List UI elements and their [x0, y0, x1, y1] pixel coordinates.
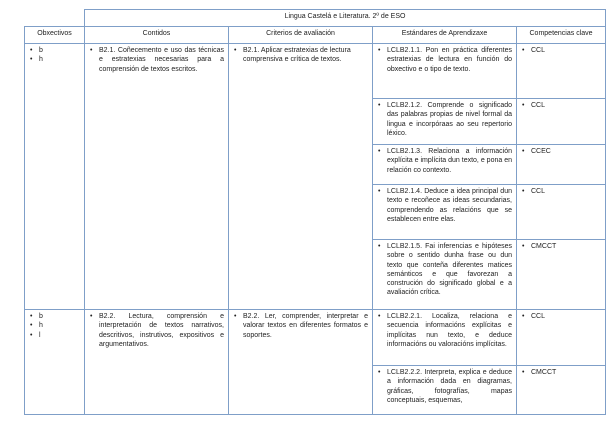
competency-cell [517, 185, 606, 240]
objective-item: • b [39, 312, 80, 321]
content-cell [85, 44, 229, 310]
curriculum-table [24, 9, 606, 415]
competency-cell [517, 366, 606, 415]
competency-cell [517, 145, 606, 185]
objective-item: • l [39, 331, 80, 340]
criterion-cell [229, 44, 373, 310]
objectives-cell [25, 310, 85, 415]
standard-cell [373, 310, 517, 366]
standard-cell [373, 44, 517, 99]
content-item: • B2.1. Coñecemento e uso das técnicas e estratexias necesarias para a comprensión de textos escritos. [99, 46, 224, 74]
header-competencies: Competencias clave [517, 27, 606, 44]
table-row [25, 44, 606, 99]
standard-cell [373, 145, 517, 185]
competency-text: • CMCCT [531, 242, 601, 251]
competency-cell [517, 44, 606, 99]
standard-text: • LCLB2.2.1. Localiza, relaciona e secuencia informacións explícitas e implícitas nun texto, e deduce informacións ou valoracións implícitas. [387, 312, 512, 349]
objectives-cell [25, 44, 85, 310]
table-title: Lingua Castelá e Literatura. 2º de ESO [85, 10, 606, 27]
competency-text: • CCL [531, 312, 601, 321]
standard-cell [373, 185, 517, 240]
corner-cell [25, 10, 85, 27]
standard-cell [373, 366, 517, 415]
standard-text: • LCLB2.1.2. Comprende o significado das palabras propias de nivel formal da lingua e incorpóraas ao seu repertorio léxico. [387, 101, 512, 138]
standard-text: • LCLB2.1.4. Deduce a idea principal dun texto e recoñece as ideas secundarias, comprendendo as relacións que se establecen entre elas. [387, 187, 512, 224]
competency-cell [517, 240, 606, 310]
content-item: • B2.2. Lectura, comprensión e interpretación de textos narrativos, descritivos, instrutivos, expositivos e argumentativos. [99, 312, 224, 349]
header-row [25, 27, 606, 44]
standard-text: • LCLB2.1.1. Pon en práctica diferentes estratexias de lectura en función do obxectivo e o tipo de texto. [387, 46, 512, 74]
competency-text: • CCEC [531, 147, 601, 156]
header-contents: Contidos [85, 27, 229, 44]
competency-text: • CCL [531, 46, 601, 55]
criterion-item: • B2.1. Aplicar estratexias de lectura comprensiva e crítica de textos. [243, 46, 368, 65]
objective-item: • b [39, 46, 80, 55]
standard-text: • LCLB2.1.3. Relaciona a información explícita e implícita dun texto, e pona en relación co contexto. [387, 147, 512, 175]
objective-item: • h [39, 55, 80, 64]
header-standards: Estándares de Aprendizaxe [373, 27, 517, 44]
objective-item: • h [39, 321, 80, 330]
title-row [25, 10, 606, 27]
criterion-item: • B2.2. Ler, comprender, interpretar e valorar textos en diferentes formatos e soportes. [243, 312, 368, 340]
standard-text: • LCLB2.1.5. Fai inferencias e hipóteses sobre o sentido dunha frase ou dun texto que conteña diferentes matices semánticos e que favorezan a construción do significado global e a avaliación crítica. [387, 242, 512, 298]
header-objectives: Obxectivos [25, 27, 85, 44]
competency-text: • CCL [531, 101, 601, 110]
competency-text: • CCL [531, 187, 601, 196]
content-cell [85, 310, 229, 415]
header-criteria: Criterios de avaliación [229, 27, 373, 44]
standard-text: • LCLB2.2.2. Interpreta, explica e deduce a información dada en diagramas, gráficas, fotografías, mapas conceptuais, esquemas, [387, 368, 512, 405]
competency-cell [517, 99, 606, 145]
competency-cell [517, 310, 606, 366]
table-row [25, 310, 606, 366]
criterion-cell [229, 310, 373, 415]
standard-cell [373, 240, 517, 310]
standard-cell [373, 99, 517, 145]
competency-text: • CMCCT [531, 368, 601, 377]
